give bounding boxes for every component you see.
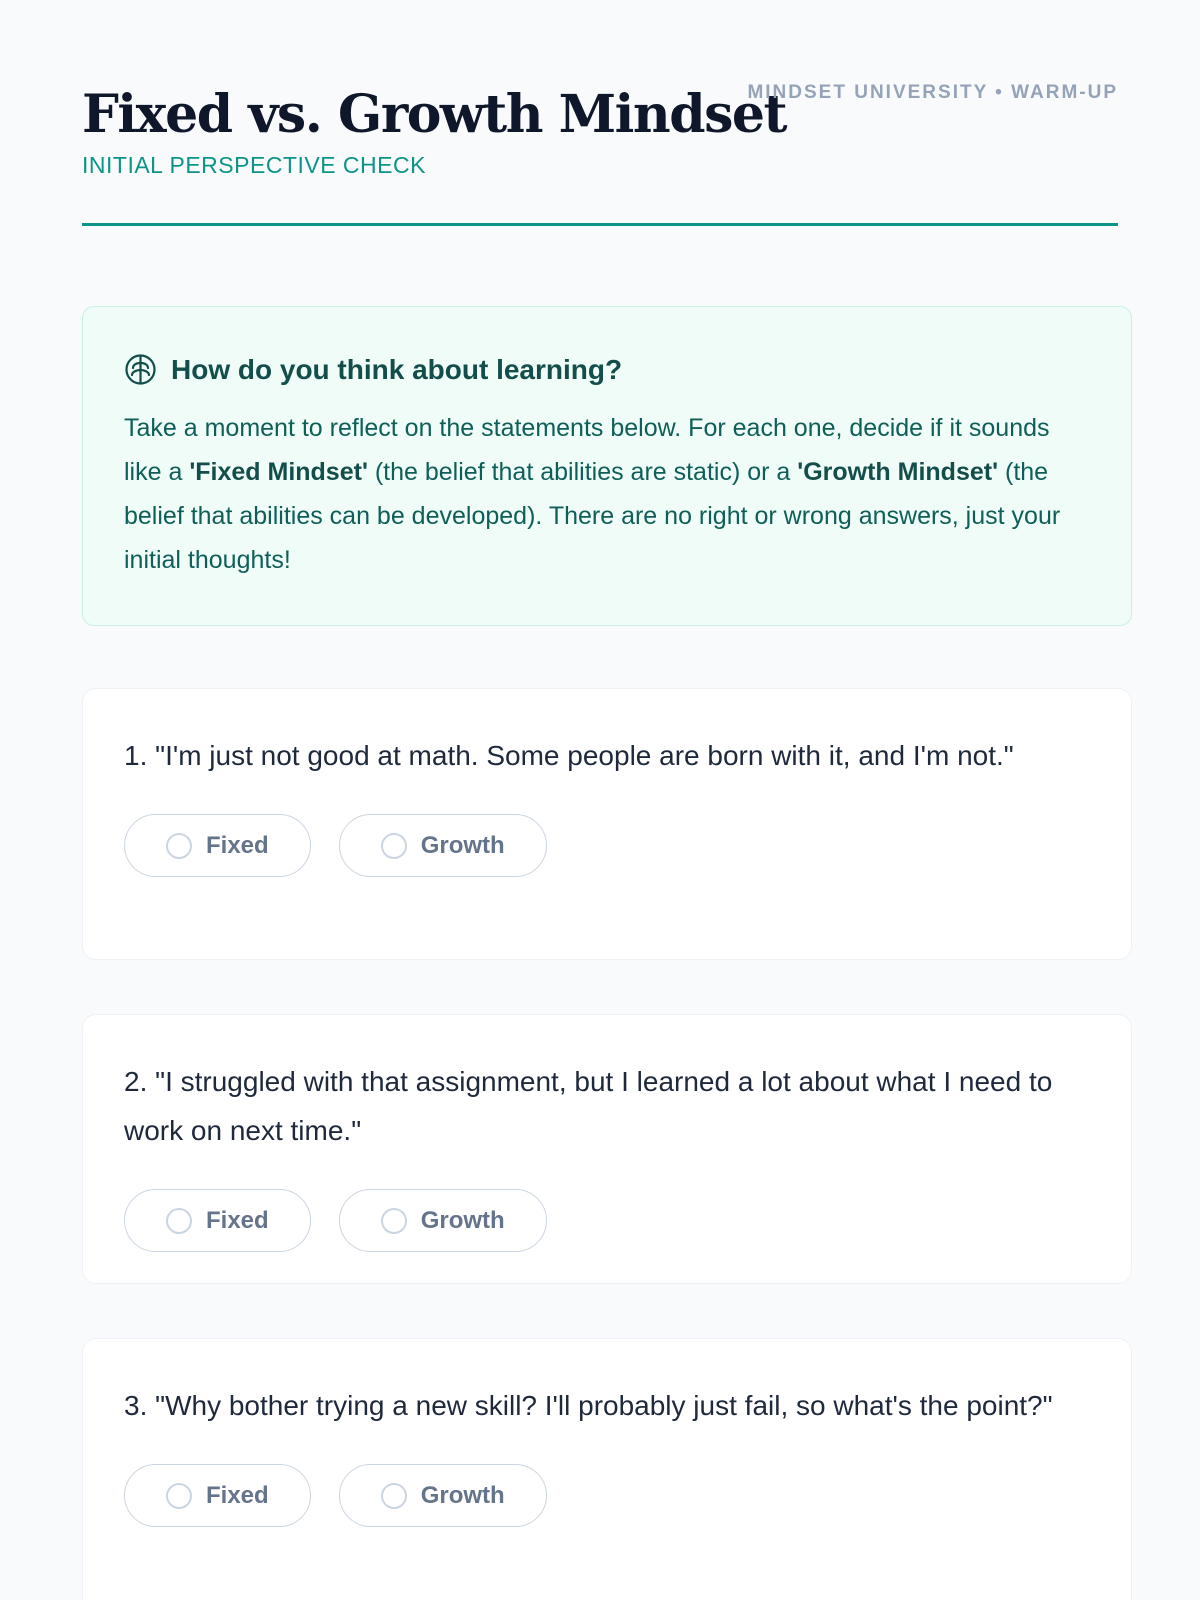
instructions-heading-text: How do you think about learning?	[171, 353, 623, 385]
radio-circle-icon[interactable]	[166, 833, 192, 859]
instructions-text-part: (the belief that abilities are static) or a	[367, 458, 798, 486]
option-label: Fixed	[206, 831, 269, 859]
option-growth-button[interactable]	[339, 1464, 547, 1527]
option-label: Growth	[420, 1481, 505, 1509]
instructions-text-part: (the belief that abilities can be developed). There are no right or wrong answers, just your initial thoughts!	[124, 458, 1061, 574]
instructions-heading	[124, 353, 1091, 386]
option-label: Fixed	[206, 1481, 269, 1509]
option-label: Growth	[420, 831, 505, 859]
page-subtitle: INITIAL PERSPECTIVE CHECK	[82, 152, 426, 178]
option-label: Fixed	[206, 1206, 269, 1234]
radio-circle-icon[interactable]	[381, 1483, 407, 1509]
page-header	[82, 0, 1118, 226]
growth-mindset-term: 'Growth Mindset'	[797, 458, 999, 486]
option-fixed-button[interactable]	[124, 1189, 311, 1252]
instructions-text	[124, 406, 1091, 582]
radio-circle-icon[interactable]	[381, 833, 407, 859]
option-label: Growth	[420, 1206, 505, 1234]
question-text: 2. "I struggled with that assignment, but I learned a lot about what I need to work on next time."	[124, 1066, 1053, 1146]
radio-circle-icon[interactable]	[381, 1208, 407, 1234]
answer-options	[124, 1189, 1090, 1252]
fixed-mindset-term: 'Fixed Mindset'	[189, 458, 368, 486]
answer-options	[124, 1464, 1090, 1527]
instructions-text-part: Take a moment to reflect on the statements below. For each one, decide if it sounds like a	[124, 414, 1050, 486]
answer-options	[124, 814, 1090, 877]
option-growth-button[interactable]	[339, 1189, 547, 1252]
question-text: 3. "Why bother trying a new skill? I'll probably just fail, so what's the point?"	[124, 1390, 1053, 1421]
course-label: MINDSET UNIVERSITY • WARM-UP	[747, 82, 1118, 103]
option-fixed-button[interactable]	[124, 1464, 311, 1527]
radio-circle-icon[interactable]	[166, 1208, 192, 1234]
question-card	[82, 1014, 1132, 1284]
question-text: 1. "I'm just not good at math. Some people are born with it, and I'm not."	[124, 740, 1014, 771]
instructions-card	[82, 306, 1132, 626]
question-card	[82, 1338, 1132, 1600]
radio-circle-icon[interactable]	[166, 1483, 192, 1509]
option-fixed-button[interactable]	[124, 814, 311, 877]
question-card	[82, 688, 1132, 960]
page-title: Fixed vs. Growth Mindset	[82, 84, 786, 145]
option-growth-button[interactable]	[339, 814, 547, 877]
brain-icon	[124, 353, 157, 386]
